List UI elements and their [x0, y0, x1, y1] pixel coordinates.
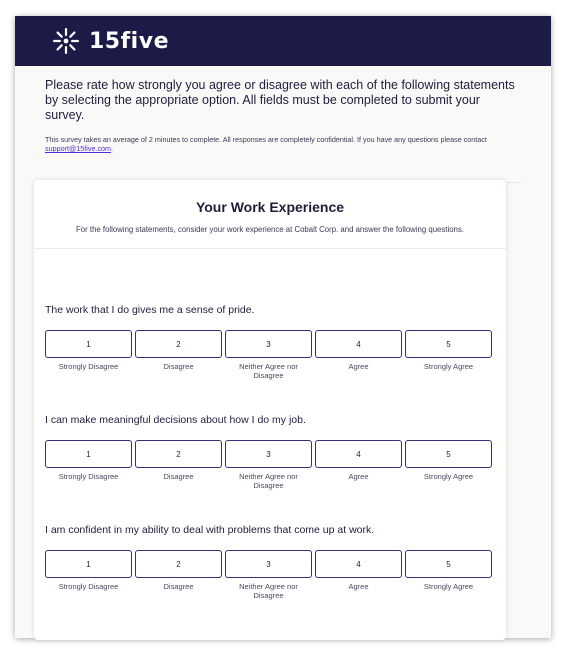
brand-name: 15five [89, 28, 169, 54]
question-text: I can make meaningful decisions about how I do my job. [45, 414, 306, 426]
rating-label: Neither Agree nor Disagree [239, 582, 298, 600]
rating-button-5[interactable]: 5 [405, 550, 492, 578]
card-header [34, 180, 506, 234]
support-email-link[interactable]: support@15five.com [45, 144, 112, 153]
rating-label: Strongly Disagree [58, 362, 119, 371]
rating-option-4 [315, 440, 402, 490]
rating-option-5 [405, 440, 492, 490]
question-2 [45, 414, 495, 490]
rating-button-3[interactable]: 3 [225, 550, 312, 578]
rating-options [45, 330, 495, 380]
question-text: I am confident in my ability to deal with problems that come up at work. [45, 524, 375, 536]
section-title: Your Work Experience [195, 199, 345, 215]
rating-option-5 [405, 330, 492, 380]
intro-note-text: This survey takes an average of 2 minutes to complete. All responses are completely confidential. If you have any questions please contact [45, 135, 487, 144]
rating-button-1[interactable]: 1 [45, 330, 132, 358]
card-divider [34, 248, 506, 249]
question-1 [45, 304, 495, 380]
rating-option-1 [45, 440, 132, 490]
rating-option-3 [225, 550, 312, 600]
rating-option-3 [225, 330, 312, 380]
rating-button-2[interactable]: 2 [135, 330, 222, 358]
brand-logo [51, 26, 169, 56]
rating-label: Disagree [163, 472, 194, 481]
rating-label: Neither Agree nor Disagree [239, 472, 298, 490]
rating-label: Strongly Disagree [58, 472, 119, 481]
rating-option-3 [225, 440, 312, 490]
sparkle-logo-icon [51, 26, 81, 56]
rating-button-4[interactable]: 4 [315, 330, 402, 358]
survey-card [34, 180, 506, 640]
rating-button-2[interactable]: 2 [135, 440, 222, 468]
rating-option-5 [405, 550, 492, 600]
rating-button-3[interactable]: 3 [225, 440, 312, 468]
rating-option-4 [315, 330, 402, 380]
rating-option-1 [45, 330, 132, 380]
rating-button-1[interactable]: 1 [45, 550, 132, 578]
rating-label: Agree [348, 472, 369, 481]
rating-button-4[interactable]: 4 [315, 550, 402, 578]
intro-instructions: Please rate how strongly you agree or disagree with each of the following statements by selecting the appropriate option. All fields must be completed to submit your survey. [45, 78, 515, 122]
rating-button-2[interactable]: 2 [135, 550, 222, 578]
intro-note-end: . [111, 144, 114, 153]
rating-label: Disagree [163, 362, 194, 371]
question-text: The work that I do gives me a sense of pride. [45, 304, 255, 316]
rating-button-4[interactable]: 4 [315, 440, 402, 468]
survey-intro [15, 66, 551, 153]
rating-label: Strongly Disagree [58, 582, 119, 591]
rating-label: Disagree [163, 582, 194, 591]
rating-label: Strongly Agree [423, 582, 474, 591]
rating-label: Neither Agree nor Disagree [239, 362, 298, 380]
rating-options [45, 550, 495, 600]
rating-label: Agree [348, 582, 369, 591]
rating-option-4 [315, 550, 402, 600]
rating-button-3[interactable]: 3 [225, 330, 312, 358]
rating-button-5[interactable]: 5 [405, 330, 492, 358]
rating-label: Strongly Agree [423, 362, 474, 371]
header-bar [15, 16, 551, 66]
rating-label: Strongly Agree [423, 472, 474, 481]
rating-label: Agree [348, 362, 369, 371]
question-3 [45, 524, 495, 600]
rating-option-2 [135, 550, 222, 600]
rating-button-5[interactable]: 5 [405, 440, 492, 468]
rating-option-2 [135, 440, 222, 490]
rating-button-1[interactable]: 1 [45, 440, 132, 468]
rating-options [45, 440, 495, 490]
rating-option-2 [135, 330, 222, 380]
section-description: For the following statements, consider your work experience at Cobalt Corp. and answer the following questions. [76, 225, 464, 234]
intro-note [45, 135, 521, 153]
rating-option-1 [45, 550, 132, 600]
